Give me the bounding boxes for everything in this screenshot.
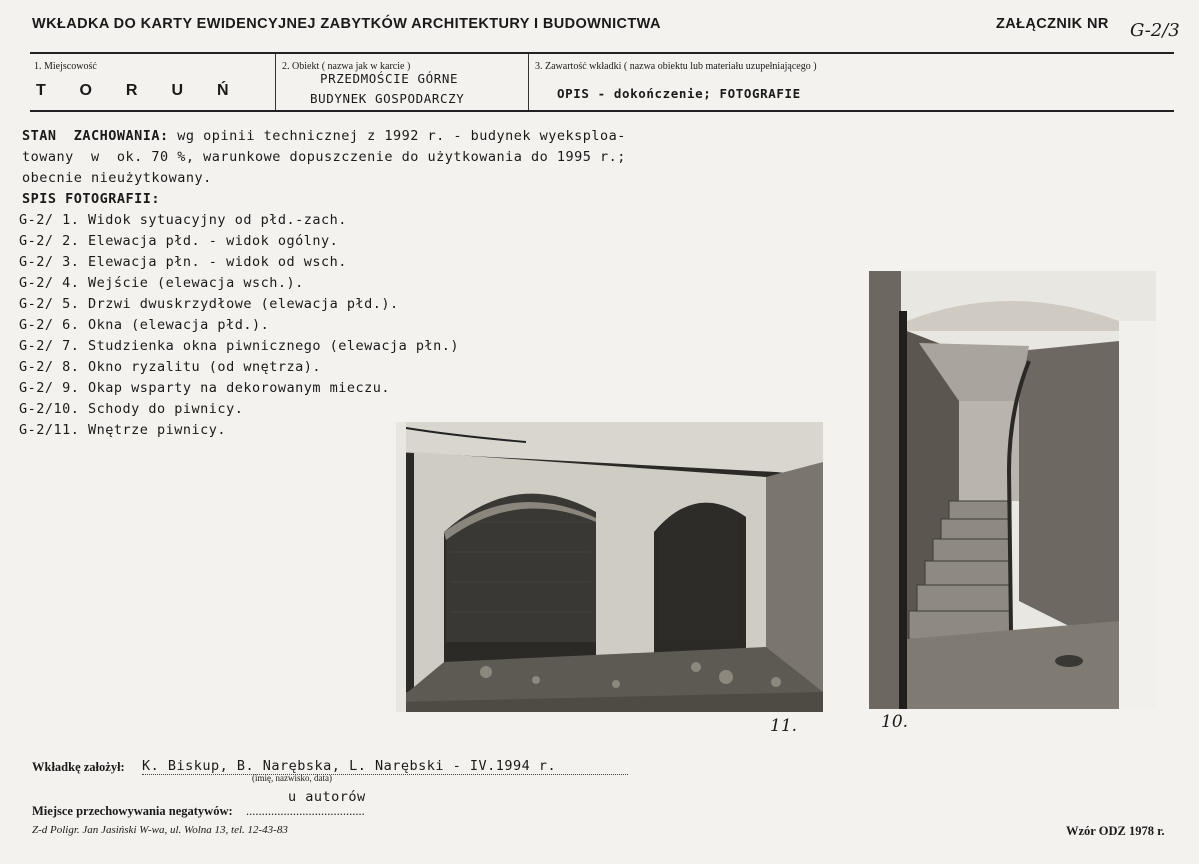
photo-list-item: G-2/10. Schody do piwnicy. xyxy=(19,401,244,417)
photo-list-item: G-2/ 7. Studzienka okna piwnicznego (elewacja płn.) xyxy=(19,338,460,354)
photo-list-item: G-2/ 4. Wejście (elewacja wsch.). xyxy=(19,275,304,291)
condition-line-3: obecnie nieużytkowany. xyxy=(22,170,212,186)
contents-value: OPIS - dokończenie; FOTOGRAFIE xyxy=(557,86,801,101)
field-divider-2 xyxy=(528,54,529,110)
field-divider-1 xyxy=(275,54,276,110)
photo-list-item: G-2/ 1. Widok sytuacyjny od płd.-zach. xyxy=(19,212,347,228)
contents-label: 3. Zawartość wkładki ( nazwa obiektu lub materiału uzupełniającego ) xyxy=(535,61,817,72)
photo-list-item: G-2/ 5. Drzwi dwuskrzydłowe (elewacja płd.). xyxy=(19,296,399,312)
negatives-label: Miejsce przechowywania negatywów: xyxy=(32,804,233,818)
condition-text-1: wg opinii technicznej z 1992 r. - budynek wyeksploa- xyxy=(168,128,626,144)
made-by-label: Wkładkę założył: xyxy=(32,760,125,774)
annex-number: G-2/3 xyxy=(1130,20,1180,41)
negatives-value: u autorów xyxy=(288,789,366,805)
negatives-dots: ...................................... xyxy=(246,804,365,818)
photo-list-item: G-2/ 9. Okap wsparty na dekorowanym mieczu. xyxy=(19,380,390,396)
form-title: WKŁADKA DO KARTY EWIDENCYJNEJ ZABYTKÓW ARCHITEKTURY I BUDOWNICTWA xyxy=(32,16,661,32)
photo-number-11: 11. xyxy=(770,716,798,736)
photo-list-item: G-2/11. Wnętrze piwnicy. xyxy=(19,422,227,438)
photo-list-item: G-2/ 6. Okna (elewacja płd.). xyxy=(19,317,270,333)
photo-number-10: 10. xyxy=(881,712,909,732)
cellar-interior-image xyxy=(396,422,823,712)
description-block xyxy=(19,126,782,441)
photo-list-item: G-2/ 3. Elewacja płn. - widok od wsch. xyxy=(19,254,347,270)
printer-imprint: Z-d Poligr. Jan Jasiński W-wa, ul. Wolna 13, tel. 12-43-83 xyxy=(32,824,288,836)
photos-heading: SPIS FOTOGRAFII: xyxy=(22,191,161,207)
header-rule-bottom xyxy=(30,110,1174,112)
locality-value: TORUŃ xyxy=(36,82,263,99)
object-label: 2. Obiekt ( nazwa jak w karcie ) xyxy=(282,61,411,72)
header-rule-top xyxy=(30,52,1174,54)
photo-list-item: G-2/ 8. Okno ryzalitu (od wnętrza). xyxy=(19,359,321,375)
form-pattern: Wzór ODZ 1978 r. xyxy=(1066,824,1165,838)
annex-label: ZAŁĄCZNIK NR xyxy=(996,16,1109,32)
object-line2: BUDYNEK GOSPODARCZY xyxy=(310,91,465,106)
made-by-hint: (imię, nazwisko, data) xyxy=(252,773,332,783)
condition-heading: STAN ZACHOWANIA: xyxy=(22,128,169,144)
photo-list-item: G-2/ 2. Elewacja płd. - widok ogólny. xyxy=(19,233,339,249)
condition-line-1 xyxy=(22,126,782,147)
condition-line-2: towany w ok. 70 %, warunkowe dopuszczenie do użytkowania do 1995 r.; xyxy=(22,149,626,165)
cellar-stairs-image xyxy=(869,271,1156,709)
cellar-stairs-photo xyxy=(869,271,1156,709)
made-by-value: K. Biskup, B. Narębska, L. Narębski - IV.1994 r. xyxy=(142,758,628,775)
object-line1: PRZEDMOŚCIE GÓRNE xyxy=(320,71,459,86)
locality-label: 1. Miejscowość xyxy=(34,61,97,72)
cellar-interior-photo xyxy=(396,422,823,712)
